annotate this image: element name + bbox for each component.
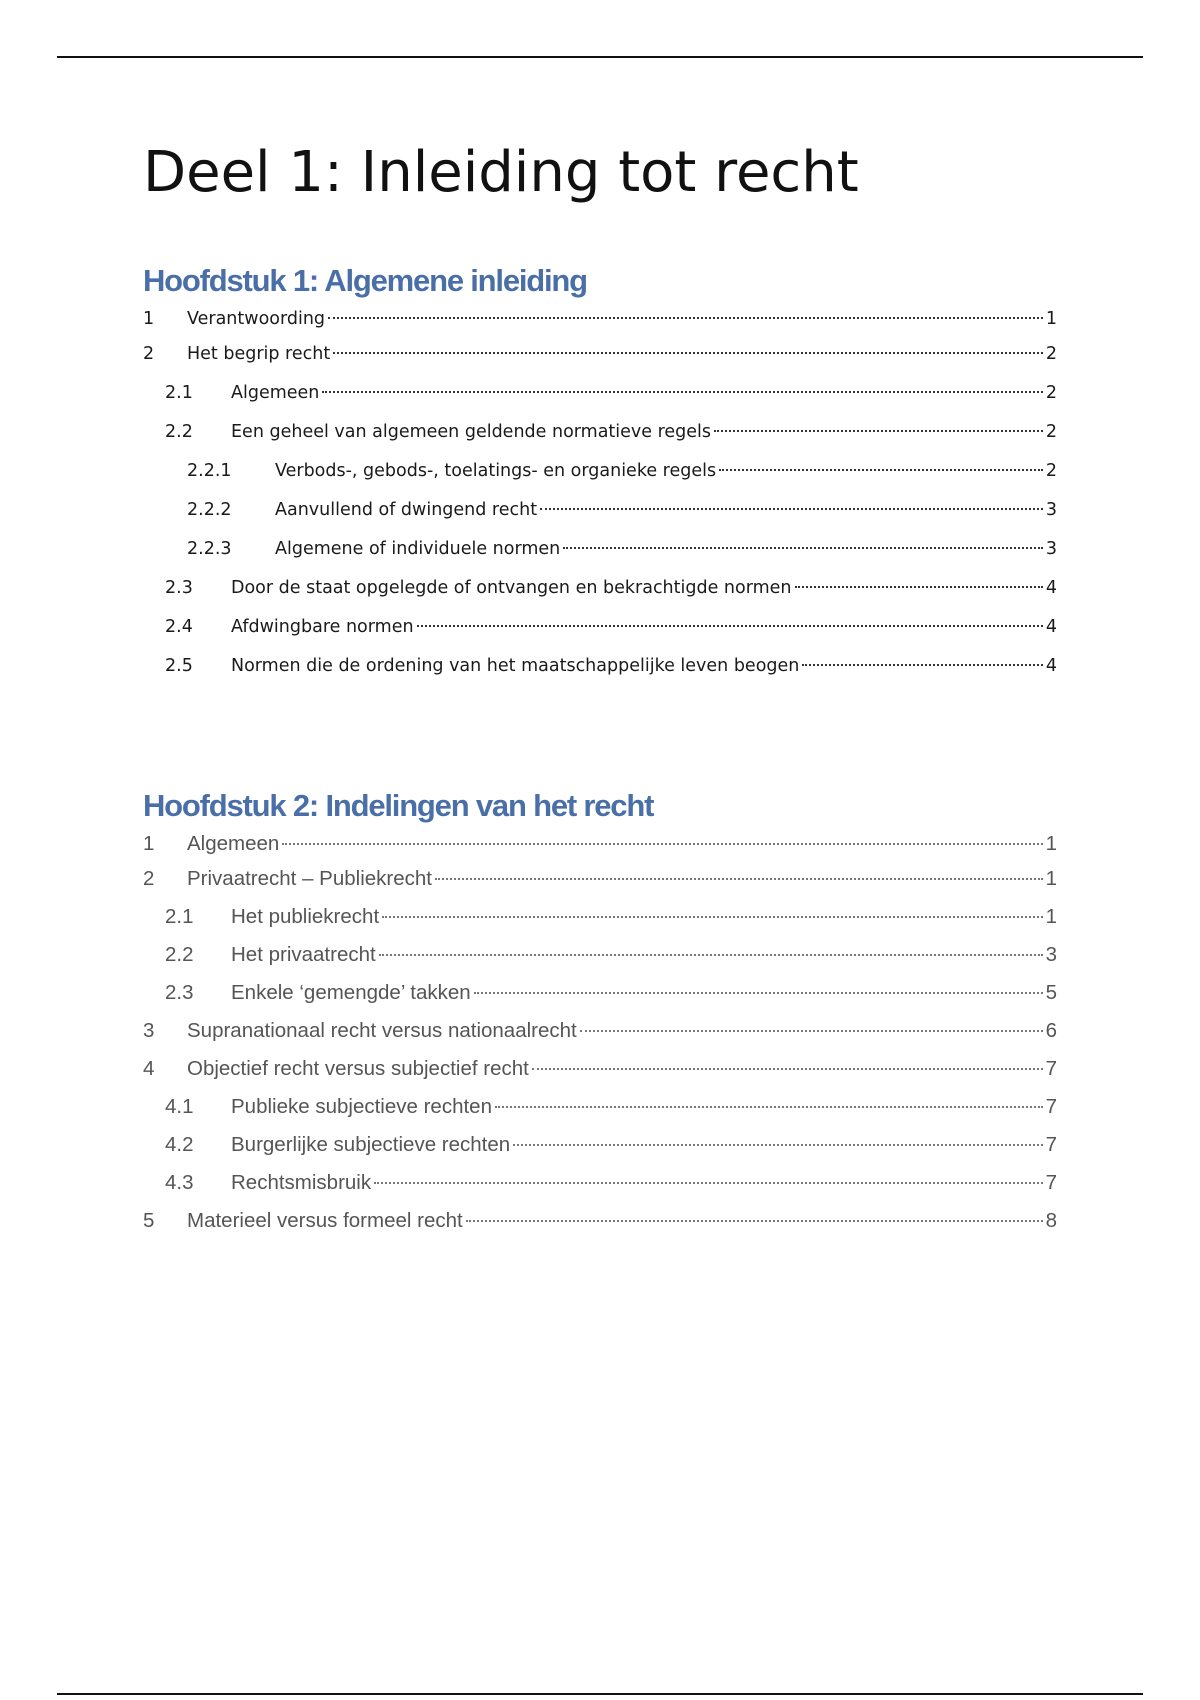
toc-entry-title: Aanvullend of dwingend recht [275,500,538,520]
toc-entry-number: 4.3 [165,1171,194,1194]
toc-entry-page: 3 [1045,500,1057,520]
toc-entry[interactable] [143,647,1057,686]
toc-entry-page: 2 [1045,383,1057,403]
dot-leader [374,1182,1042,1184]
toc-entry[interactable] [143,374,1057,413]
dot-leader [417,625,1043,627]
toc-entry[interactable] [143,1126,1057,1164]
toc-entry-number: 2.4 [165,617,193,637]
toc-entry[interactable] [143,936,1057,974]
toc-entry[interactable] [143,413,1057,452]
toc-entry-page: 4 [1045,578,1057,598]
toc-entry-page: 4 [1045,656,1057,676]
toc-entry[interactable] [143,974,1057,1012]
toc-list [143,303,1057,686]
toc-entry-title: Normen die de ordening van het maatschappelijke leven beogen [231,656,800,676]
toc-entry[interactable] [143,452,1057,491]
toc-entry-number: 2.5 [165,656,193,676]
toc-entry-number: 2 [143,867,155,890]
toc-entry-number: 4 [143,1057,155,1080]
chapter-heading: Hoofdstuk 2: Indelingen van het recht [143,788,654,823]
toc-entry-number: 2 [143,344,155,364]
dot-leader [563,547,1043,549]
toc-entry-number: 3 [143,1019,155,1042]
dot-leader [322,391,1042,393]
toc-entry-title: Algemeen [231,383,320,403]
toc-entry-title: Supranationaal recht versus nationaalrecht [187,1019,577,1042]
toc-entry-title: Algemene of individuele normen [275,539,561,559]
dot-leader [379,954,1043,956]
dot-leader [580,1030,1043,1032]
toc-entry-page: 1 [1045,905,1057,928]
toc-entry-number: 1 [143,832,155,855]
dot-leader [540,508,1043,510]
dot-leader [719,469,1043,471]
dot-leader [795,586,1043,588]
toc-entry-title: Verantwoording [187,309,326,329]
dot-leader [382,916,1042,918]
toc-entry-number: 4.1 [165,1095,194,1118]
toc-entry-number: 2.2.3 [187,539,232,559]
toc-entry-title: Objectief recht versus subjectief recht [187,1057,529,1080]
toc-entry-number: 2.2 [165,422,193,442]
dot-leader [802,664,1042,666]
dot-leader [513,1144,1042,1146]
toc-entry-title: Afdwingbare normen [231,617,414,637]
toc-entry-page: 5 [1045,981,1057,1004]
toc-entry-number: 2.2.2 [187,500,232,520]
toc-entry-page: 2 [1045,422,1057,442]
dot-leader [474,992,1043,994]
toc-entry-number: 2.1 [165,905,194,928]
toc-entry-title: Burgerlijke subjectieve rechten [231,1133,511,1156]
dot-leader [328,317,1043,319]
toc-entry-page: 1 [1045,309,1057,329]
toc-entry-title: Het begrip recht [187,344,331,364]
toc-entry-page: 8 [1045,1209,1057,1232]
toc-entry-page: 1 [1045,867,1057,890]
toc-entry-page: 7 [1045,1171,1057,1194]
toc-entry-title: Enkele ‘gemengde’ takken [231,981,471,1004]
toc-entry-number: 5 [143,1209,155,1232]
footer-rule [57,1693,1143,1695]
toc-entry-title: Materieel versus formeel recht [187,1209,463,1232]
toc-entry-title: Het privaatrecht [231,943,376,966]
toc-entry[interactable] [143,898,1057,936]
toc-entry-page: 3 [1045,539,1057,559]
toc-entry[interactable] [143,608,1057,647]
toc-entry[interactable] [143,335,1057,374]
toc-entry-title: Publieke subjectieve rechten [231,1095,492,1118]
toc-entry-title: Algemeen [187,832,280,855]
toc-chapter-1 [143,259,1057,686]
toc-entry[interactable] [143,1164,1057,1202]
toc-entry-page: 6 [1045,1019,1057,1042]
toc-entry[interactable] [143,1012,1057,1050]
dot-leader [495,1106,1043,1108]
toc-entry[interactable] [143,569,1057,608]
dot-leader [333,352,1043,354]
toc-entry[interactable] [143,303,1057,335]
dot-leader [532,1068,1043,1070]
toc-entry-number: 2.1 [165,383,193,403]
toc-entry-page: 2 [1045,344,1057,364]
toc-entry[interactable] [143,1202,1057,1240]
toc-entry[interactable] [143,1050,1057,1088]
toc-entry-page: 3 [1045,943,1057,966]
toc-entry[interactable] [143,491,1057,530]
dot-leader [435,878,1043,880]
document-title: Deel 1: Inleiding tot recht [143,140,859,205]
toc-entry-page: 2 [1045,461,1057,481]
toc-chapter-2 [143,784,1057,1240]
toc-entry[interactable] [143,860,1057,898]
toc-entry[interactable] [143,530,1057,569]
toc-entry-page: 7 [1045,1133,1057,1156]
toc-entry-title: Privaatrecht – Publiekrecht [187,867,432,890]
toc-entry-number: 2.3 [165,578,193,598]
toc-entry-title: Een geheel van algemeen geldende normatieve regels [231,422,712,442]
toc-entry[interactable] [143,1088,1057,1126]
toc-entry-number: 2.2 [165,943,194,966]
toc-entry-number: 2.3 [165,981,194,1004]
toc-entry-title: Het publiekrecht [231,905,380,928]
toc-entry-title: Door de staat opgelegde of ontvangen en bekrachtigde normen [231,578,792,598]
toc-entry-page: 1 [1045,832,1057,855]
dot-leader [282,843,1042,845]
header-rule [57,56,1143,58]
dot-leader [466,1220,1043,1222]
toc-entry-number: 1 [143,309,155,329]
dot-leader [714,430,1043,432]
toc-entry-number: 4.2 [165,1133,194,1156]
toc-entry-title: Verbods-, gebods-, toelatings- en organieke regels [275,461,717,481]
toc-entry-number: 2.2.1 [187,461,232,481]
toc-entry-page: 4 [1045,617,1057,637]
chapter-heading: Hoofdstuk 1: Algemene inleiding [143,263,587,298]
toc-entry-title: Rechtsmisbruik [231,1171,372,1194]
toc-entry-page: 7 [1045,1095,1057,1118]
toc-entry-page: 7 [1045,1057,1057,1080]
toc-entry[interactable] [143,828,1057,860]
toc-list [143,828,1057,1240]
